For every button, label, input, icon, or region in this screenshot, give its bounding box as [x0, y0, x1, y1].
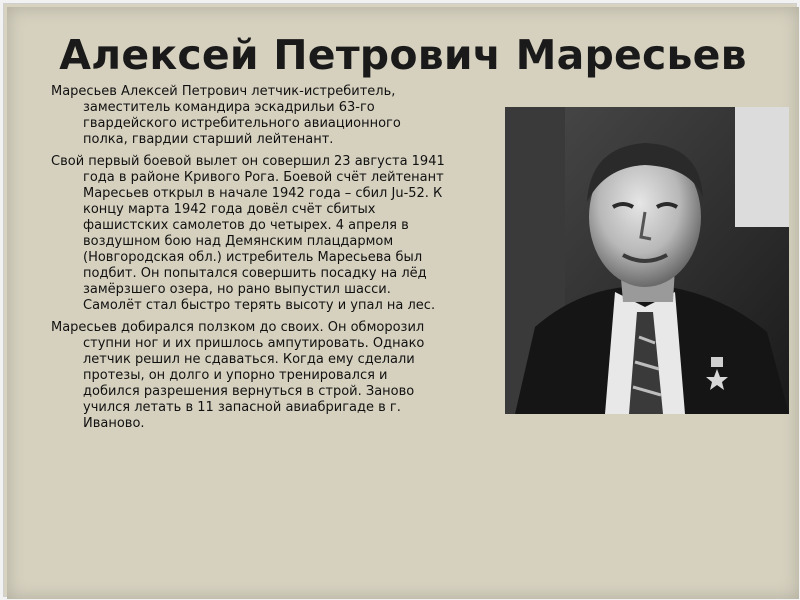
slide-body [51, 84, 447, 438]
portrait-photo-icon [505, 107, 789, 414]
slide [7, 7, 799, 599]
slide-title: Алексей Петрович Маресьев [59, 31, 747, 79]
paragraph-intro: Маресьев Алексей Петрович летчик-истребитель, заместитель командира эскадрильи 63-го гвардейского истребительного авиационного полка, гвардии старший лейтенант. [51, 84, 401, 147]
paragraph-combat: Свой первый боевой вылет он совершил 23 августа 1941 года в районе Кривого Рога. Боевой счёт лейтенант Маресьев открыл в начале 1942 года – сбил Ju-52. К концу марта 1942 года довёл счёт сбитых фашистских самолетов до четырех. 4 апреля в воздушном бою над Демянским плацдармом (Новгородская обл.) истребитель Маресьева был подбит. Он попытался совершить посадку на лёд замёрзшего озера, но рано выпустил шасси. Самолёт стал быстро терять высоту и упал на лес. [51, 154, 445, 313]
paragraph-recovery: Маресьев добирался ползком до своих. Он обморозил ступни ног и их пришлось ампутировать. Однако летчик решил не сдаваться. Когда ему сделали протезы, он долго и упорно тренировался и добился разрешения вернуться в строй. Заново учился летать в 11 запасной авиабригаде в г. Иваново. [51, 320, 425, 431]
